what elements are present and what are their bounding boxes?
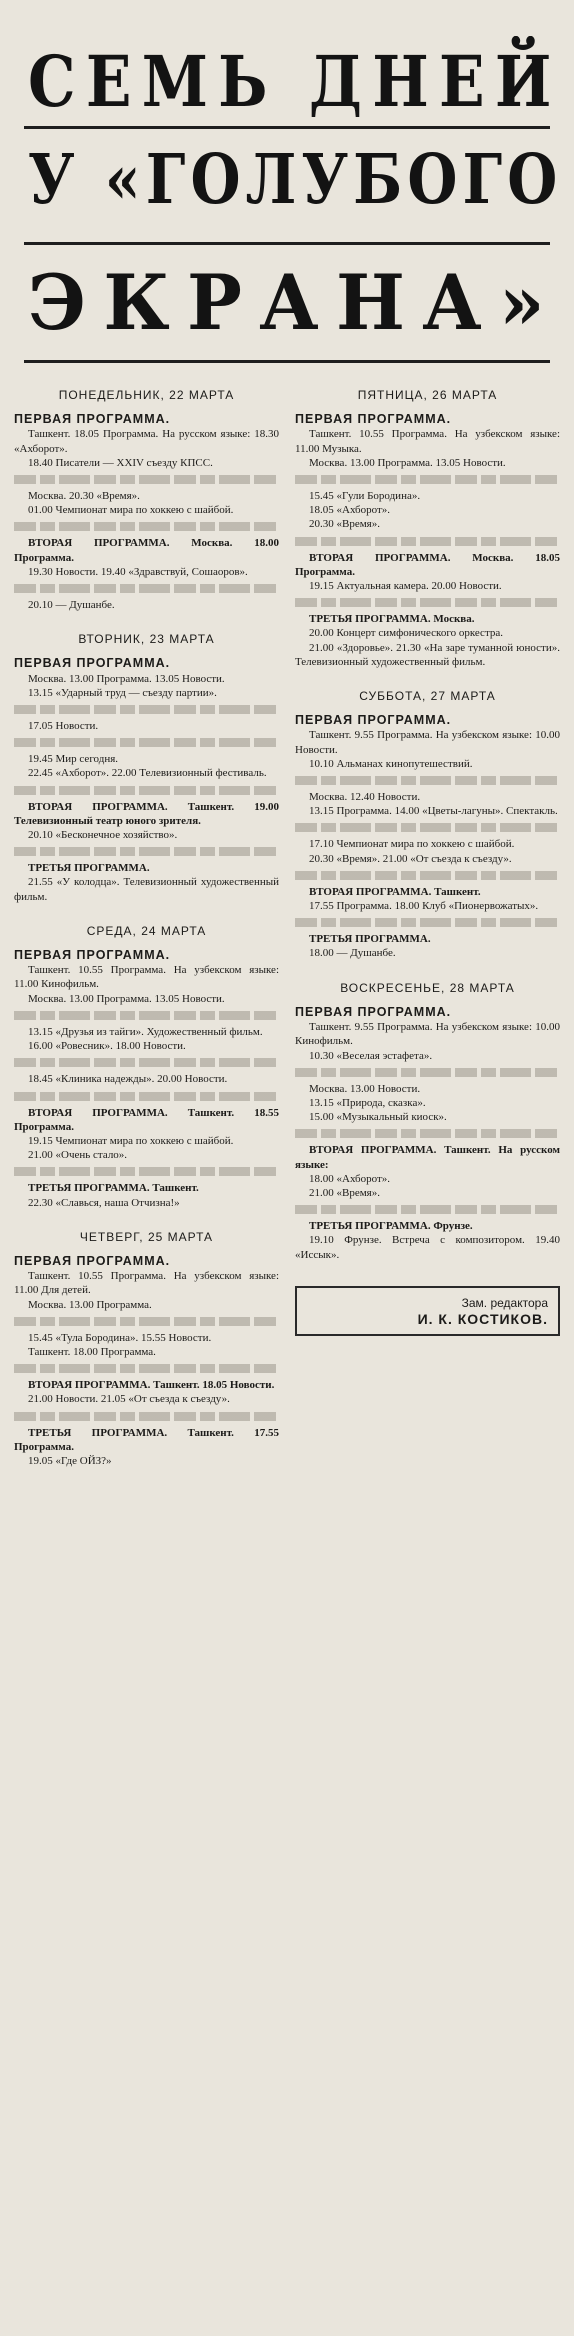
schedule-line: 20.30 «Время». (309, 518, 380, 531)
illegible-text (14, 1011, 279, 1020)
schedule-line: ВТОРАЯ ПРОГРАММА. Ташкент. 18.05 Новости. (28, 1379, 275, 1392)
schedule-line: Ташкент. 9.55 Программа. На узбекском языке: 10.00 Новости. (295, 729, 560, 756)
schedule-line: ВТОРАЯ ПРОГРАММА. Ташкент. На русском языке: (295, 1144, 560, 1171)
schedule-line: 10.30 «Веселая эстафета». (309, 1049, 433, 1062)
illegible-text (14, 1167, 279, 1176)
day-saturday (295, 689, 560, 961)
program-title: ПЕРВАЯ ПРОГРАММА. (14, 656, 171, 671)
schedule-line: Ташкент. 10.55 Программа. На узбекском языке: 11.00 Музыка. (295, 428, 560, 455)
illegible-text (295, 475, 560, 484)
schedule-line: 19.30 Новости. 19.40 «Здравствуй, Сошаоров». (28, 565, 248, 578)
day-heading: ПОНЕДЕЛЬНИК, 22 МАРТА (58, 388, 235, 402)
schedule-line: 13.15 «Ударный труд — съезду партии». (28, 686, 217, 699)
day-heading: ПЯТНИЦА, 26 МАРТА (357, 388, 498, 402)
schedule-line: ТРЕТЬЯ ПРОГРАММА. (28, 862, 150, 875)
illegible-text (14, 522, 279, 531)
editor-credit (295, 1286, 560, 1336)
day-thursday (14, 1230, 279, 1468)
day-heading: СУББОТА, 27 МАРТА (359, 689, 496, 704)
schedule-line: Москва. 13.00 Программа. 13.05 Новости. (28, 672, 225, 685)
schedule-line: 20.30 «Время». 21.00 «От съезда к съезду». (309, 852, 512, 865)
schedule-line: 13.15 Программа. 14.00 «Цветы-лагуны». Спектакль. (309, 805, 558, 818)
program-title: ПЕРВАЯ ПРОГРАММА. (14, 1253, 171, 1268)
schedule-line: 19.45 Мир сегодня. (28, 753, 119, 766)
schedule-line: ВТОРАЯ ПРОГРАММА. Ташкент. 18.55 Программа. (14, 1106, 279, 1133)
schedule-line: 21.55 «У колодца». Телевизионный художественный фильм. (14, 876, 279, 903)
day-heading: СРЕДА, 24 МАРТА (86, 923, 207, 938)
illegible-text (14, 1412, 279, 1421)
schedule-line: 20.10 — Душанбе. (28, 599, 115, 612)
illegible-text (295, 918, 560, 927)
illegible-text (14, 1364, 279, 1373)
illegible-text (295, 1129, 560, 1138)
masthead-line-1: СЕМЬ ДНЕЙ (28, 40, 562, 123)
schedule-line: 19.10 Фрунзе. Встреча с композитором. 19.40 «Иссык». (295, 1234, 560, 1261)
schedule-line: 15.45 «Тула Бородина». 15.55 Новости. (28, 1331, 212, 1344)
schedule-line: 18.05 «Ахборот». (309, 504, 391, 517)
day-sunday (295, 981, 560, 1262)
illegible-text (14, 705, 279, 714)
masthead-rule (24, 126, 550, 129)
right-column (295, 384, 560, 2324)
schedule-line: 18.00 — Душанбе. (309, 947, 396, 960)
schedule-line: 19.15 Чемпионат мира по хоккею с шайбой. (28, 1134, 234, 1147)
day-monday (14, 388, 279, 612)
illegible-text (14, 847, 279, 856)
schedule-line: 17.10 Чемпионат мира по хоккею с шайбой. (309, 838, 515, 851)
day-heading: ВТОРНИК, 23 МАРТА (78, 632, 215, 647)
masthead (14, 22, 563, 372)
illegible-text (295, 537, 560, 546)
illegible-text (295, 598, 560, 607)
illegible-text (295, 823, 560, 832)
masthead-rule (24, 360, 550, 363)
program-title: ПЕРВАЯ ПРОГРАММА. (14, 948, 171, 963)
schedule-line: 17.55 Программа. 18.00 Клуб «Пионервожатых». (309, 900, 539, 913)
listings-columns (14, 384, 560, 2324)
schedule-line: Москва. 13.00 Программа. 13.05 Новости. (28, 992, 225, 1005)
illegible-text (14, 584, 279, 593)
schedule-line: 21.00 «Время». (309, 1186, 380, 1199)
schedule-line: Москва. 20.30 «Время». (28, 490, 140, 503)
schedule-line: 13.15 «Природа, сказка». (309, 1096, 426, 1109)
day-heading: ЧЕТВЕРГ, 25 МАРТА (79, 1229, 214, 1244)
program-title: ПЕРВАЯ ПРОГРАММА. (295, 713, 452, 728)
schedule-line: ТРЕТЬЯ ПРОГРАММА. Москва. (309, 613, 475, 626)
illegible-text (14, 1058, 279, 1067)
schedule-line: Ташкент. 18.05 Программа. На русском языке: 18.30 «Ахборот». (14, 428, 279, 455)
schedule-line: ВТОРАЯ ПРОГРАММА. Москва. 18.00 Программа. (14, 537, 279, 564)
schedule-line: 19.05 «Где ОЙЗ?» (28, 1454, 112, 1467)
schedule-line: 18.00 «Ахборот». (309, 1172, 391, 1185)
schedule-line: Москва. 13.00 Программа. 13.05 Новости. (309, 456, 506, 469)
schedule-line: 16.00 «Ровесник». 18.00 Новости. (28, 1040, 186, 1053)
schedule-line: 20.00 Концерт симфонического оркестра. (309, 627, 504, 640)
illegible-text (14, 738, 279, 747)
schedule-line: 22.45 «Ахборот». 22.00 Телевизионный фестиваль. (28, 767, 267, 780)
program-title: ПЕРВАЯ ПРОГРАММА. (295, 1004, 452, 1019)
day-heading: ВОСКРЕСЕНЬЕ, 28 МАРТА (340, 980, 515, 995)
illegible-text (295, 1205, 560, 1214)
schedule-line: 01.00 Чемпионат мира по хоккею с шайбой. (28, 504, 234, 517)
schedule-line: 15.00 «Музыкальный киоск». (309, 1111, 447, 1124)
masthead-line-2: У «ГОЛУБОГО (28, 140, 563, 220)
illegible-text (295, 871, 560, 880)
program-title: ПЕРВАЯ ПРОГРАММА. (14, 412, 171, 427)
illegible-text (295, 776, 560, 785)
editor-name: И. К. КОСТИКОВ. (417, 1310, 548, 1327)
schedule-line: Ташкент. 10.55 Программа. На узбекском языке: 11.00 Для детей. (14, 1270, 279, 1297)
illegible-text (14, 1092, 279, 1101)
editor-title: Зам. редактора (461, 1295, 548, 1310)
schedule-line: 21.00 Новости. 21.05 «От съезда к съезду». (28, 1393, 230, 1406)
schedule-line: ВТОРАЯ ПРОГРАММА. Москва. 18.05 Программа. (295, 551, 560, 578)
schedule-line: 10.10 Альманах кинопутешествий. (309, 757, 473, 770)
schedule-line: Москва. 12.40 Новости. (309, 791, 421, 804)
masthead-line-3: ЭКРАНА» (28, 258, 562, 347)
schedule-line: ТРЕТЬЯ ПРОГРАММА. (309, 933, 431, 946)
masthead-rule (24, 242, 550, 245)
schedule-line: 20.10 «Бесконечное хозяйство». (28, 829, 178, 842)
schedule-line: ТРЕТЬЯ ПРОГРАММА. Ташкент. 17.55 Программа. (14, 1426, 279, 1453)
schedule-line: Ташкент. 9.55 Программа. На узбекском языке: 10.00 Кинофильм. (295, 1021, 560, 1048)
schedule-line: ВТОРАЯ ПРОГРАММА. Ташкент. (309, 885, 481, 898)
schedule-line: 15.45 «Гули Бородина». (309, 490, 421, 503)
schedule-line: ТРЕТЬЯ ПРОГРАММА. Фрунзе. (309, 1220, 473, 1233)
illegible-text (14, 475, 279, 484)
illegible-text (14, 1317, 279, 1326)
schedule-line: 21.00 «Здоровье». 21.30 «На заре туманной юности». Телевизионный художественный фильм. (295, 641, 560, 668)
schedule-line: 13.15 «Друзья из тайги». Художественный фильм. (28, 1025, 263, 1038)
day-tuesday (14, 632, 279, 904)
schedule-line: ТРЕТЬЯ ПРОГРАММА. Ташкент. (28, 1182, 199, 1195)
schedule-line: Ташкент. 10.55 Программа. На узбекском языке: 11.00 Кинофильм. (14, 964, 279, 991)
schedule-line: 21.00 «Очень стало». (28, 1149, 128, 1162)
schedule-line: 19.15 Актуальная камера. 20.00 Новости. (309, 580, 502, 593)
illegible-text (295, 1068, 560, 1077)
program-title: ПЕРВАЯ ПРОГРАММА. (295, 412, 452, 427)
schedule-line: Ташкент. 18.00 Программа. (28, 1345, 156, 1358)
schedule-line: 22.30 «Славься, наша Отчизна!» (28, 1196, 180, 1209)
schedule-line: 17.05 Новости. (28, 720, 99, 733)
schedule-line: 18.40 Писатели — XXIV съезду КПСС. (28, 456, 213, 469)
illegible-text (14, 786, 279, 795)
day-friday (295, 388, 560, 669)
schedule-line: Москва. 13.00 Новости. (309, 1082, 421, 1095)
left-column (14, 384, 279, 2324)
day-wednesday (14, 924, 279, 1210)
schedule-line: 18.45 «Клиника надежды». 20.00 Новости. (28, 1073, 228, 1086)
schedule-line: Москва. 13.00 Программа. (28, 1298, 152, 1311)
schedule-line: ВТОРАЯ ПРОГРАММА. Ташкент. 19.00 Телевизионный театр юного зрителя. (14, 800, 279, 827)
